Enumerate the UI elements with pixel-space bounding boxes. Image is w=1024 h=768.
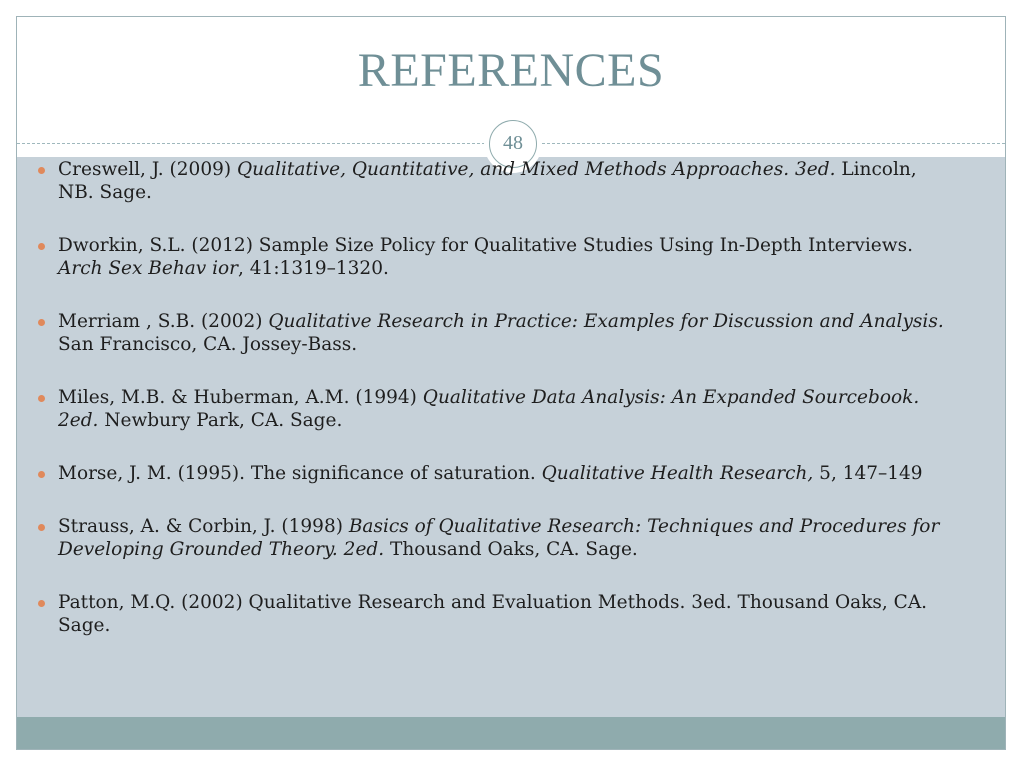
reference-item — [38, 591, 958, 637]
reference-item — [38, 515, 958, 561]
reference-text: Merriam , S.B. (2002) — [58, 311, 269, 332]
bullet-icon — [38, 524, 45, 531]
reference-item — [38, 386, 958, 432]
reference-text: Patton, M.Q. (2002) Qualitative Research and Evaluation Methods. 3ed. Thousand Oaks, CA. Sage. — [58, 592, 928, 636]
reference-title: Qualitative Research in Practice: Examples for Discussion and Analysis. — [268, 311, 944, 332]
reference-text: Newbury Park, CA. Sage. — [98, 410, 343, 431]
page-number: 48 — [489, 120, 537, 168]
reference-text: , 41:1319–1320. — [238, 258, 389, 279]
bullet-icon — [38, 243, 45, 250]
bottom-bar — [17, 717, 1005, 750]
reference-title: Arch Sex Behav ior — [58, 258, 239, 279]
reference-text: Morse, J. M. (1995). The significance of saturation. — [58, 463, 542, 484]
reference-text: San Francisco, CA. Jossey-Bass. — [58, 334, 358, 355]
bullet-icon — [38, 600, 45, 607]
reference-title: Basics of Qualitative Research: Techniques and Procedures for Developing Grounded Theory. 2ed. — [58, 516, 940, 560]
reference-item — [38, 158, 958, 204]
bullet-icon — [38, 167, 45, 174]
bullet-icon — [38, 319, 45, 326]
reference-text: Creswell, J. (2009) — [58, 159, 237, 180]
reference-item — [38, 462, 958, 485]
slide-title: REFERENCES — [357, 44, 665, 97]
reference-title: Qualitative Health Research, — [541, 463, 814, 484]
reference-text: Lincoln, NB. Sage. — [58, 159, 917, 203]
reference-item — [38, 310, 958, 356]
reference-text: Miles, M.B. & Huberman, A.M. (1994) — [58, 387, 423, 408]
bullet-icon — [38, 471, 45, 478]
bullet-icon — [38, 395, 45, 402]
reference-title: Qualitative Data Analysis: An Expanded Sourcebook. 2ed. — [58, 387, 920, 431]
reference-list — [38, 158, 958, 667]
reference-text: 5, 147–149 — [813, 463, 923, 484]
reference-text: Thousand Oaks, CA. Sage. — [384, 539, 638, 560]
reference-title: Qualitative, Quantitative, and Mixed Methods Approaches. 3ed. — [236, 159, 836, 180]
reference-text: Dworkin, S.L. (2012) Sample Size Policy for Qualitative Studies Using In-Depth Interviews. — [58, 235, 913, 256]
reference-item — [38, 234, 958, 280]
reference-text: Strauss, A. & Corbin, J. (1998) — [58, 516, 349, 537]
